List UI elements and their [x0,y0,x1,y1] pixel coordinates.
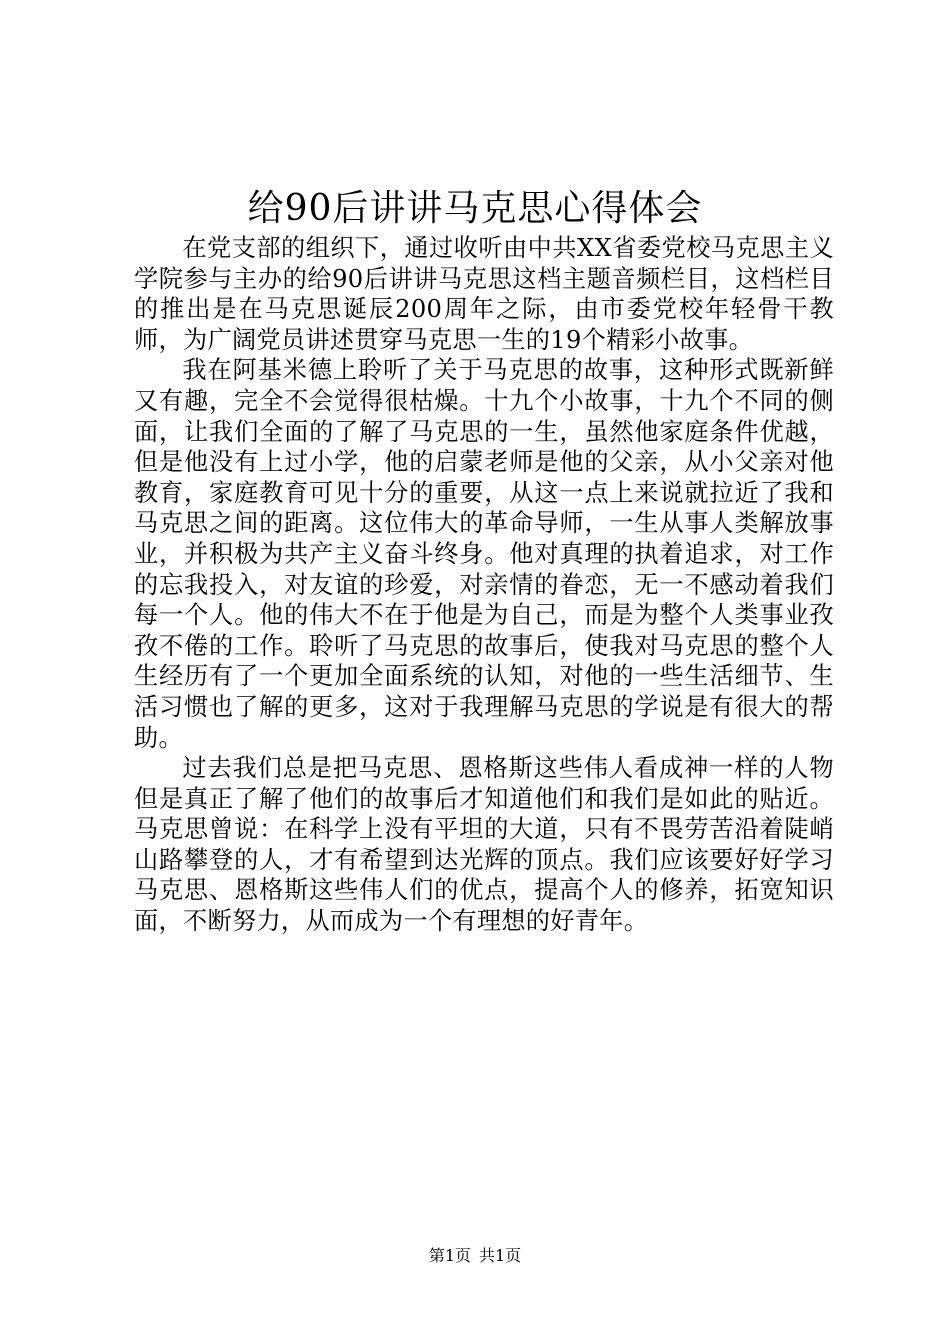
page-footer [0,1244,950,1268]
page-number-total: 共1页 [479,1246,522,1265]
paragraph: 我在阿基米德上聆听了关于马克思的故事，这种形式既新鲜又有趣，完全不会觉得很枯燥。十九个小故事，十九个不同的侧面，让我们全面的了解了马克思的一生，虽然他家庭条件优越，但是他没有上过小学，他的启蒙老师是他的父亲，从小父亲对他教育，家庭教育可见十分的重要，从这一点上来说就拉近了我和马克思之间的距离。这位伟大的革命导师，一生从事人类解放事业，并积极为共产主义奋斗终身。他对真理的执着追求，对工作的忘我投入，对友谊的珍爱，对亲情的眷恋，无一不感动着我们每一个人。他的伟大不在于他是为自己，而是为整个人类事业孜孜不倦的工作。聆听了马克思的故事后，使我对马克思的整个人生经历有了一个更加全面系统的认知，对他的一些生活细节、生活习惯也了解的更多，这对于我理解马克思的学说是有很大的帮助。 [134,356,834,752]
paragraph: 在党支部的组织下，通过收听由中共XX省委党校马克思主义学院参与主办的给90后讲讲马克思这档主题音频栏目，这档栏目的推出是在马克思诞辰200周年之际，由市委党校年轻骨干教师，为广阔党员讲述贯穿马克思一生的19个精彩小故事。 [134,234,834,354]
page-number-current: 第1页 [428,1246,471,1265]
document-title: 给90后讲讲马克思心得体会 [247,188,703,229]
document-body [134,233,834,937]
paragraph: 过去我们总是把马克思、恩格斯这些伟人看成神一样的人物但是真正了解了他们的故事后才知道他们和我们是如此的贴近。马克思曾说：在科学上没有平坦的大道，只有不畏劳苦沿着陡峭山路攀登的人，才有希望到达光辉的顶点。我们应该要好好学习马克思、恩格斯这些伟人们的优点，提高个人的修养，拓宽知识面，不断努力，从而成为一个有理想的好青年。 [134,754,834,936]
